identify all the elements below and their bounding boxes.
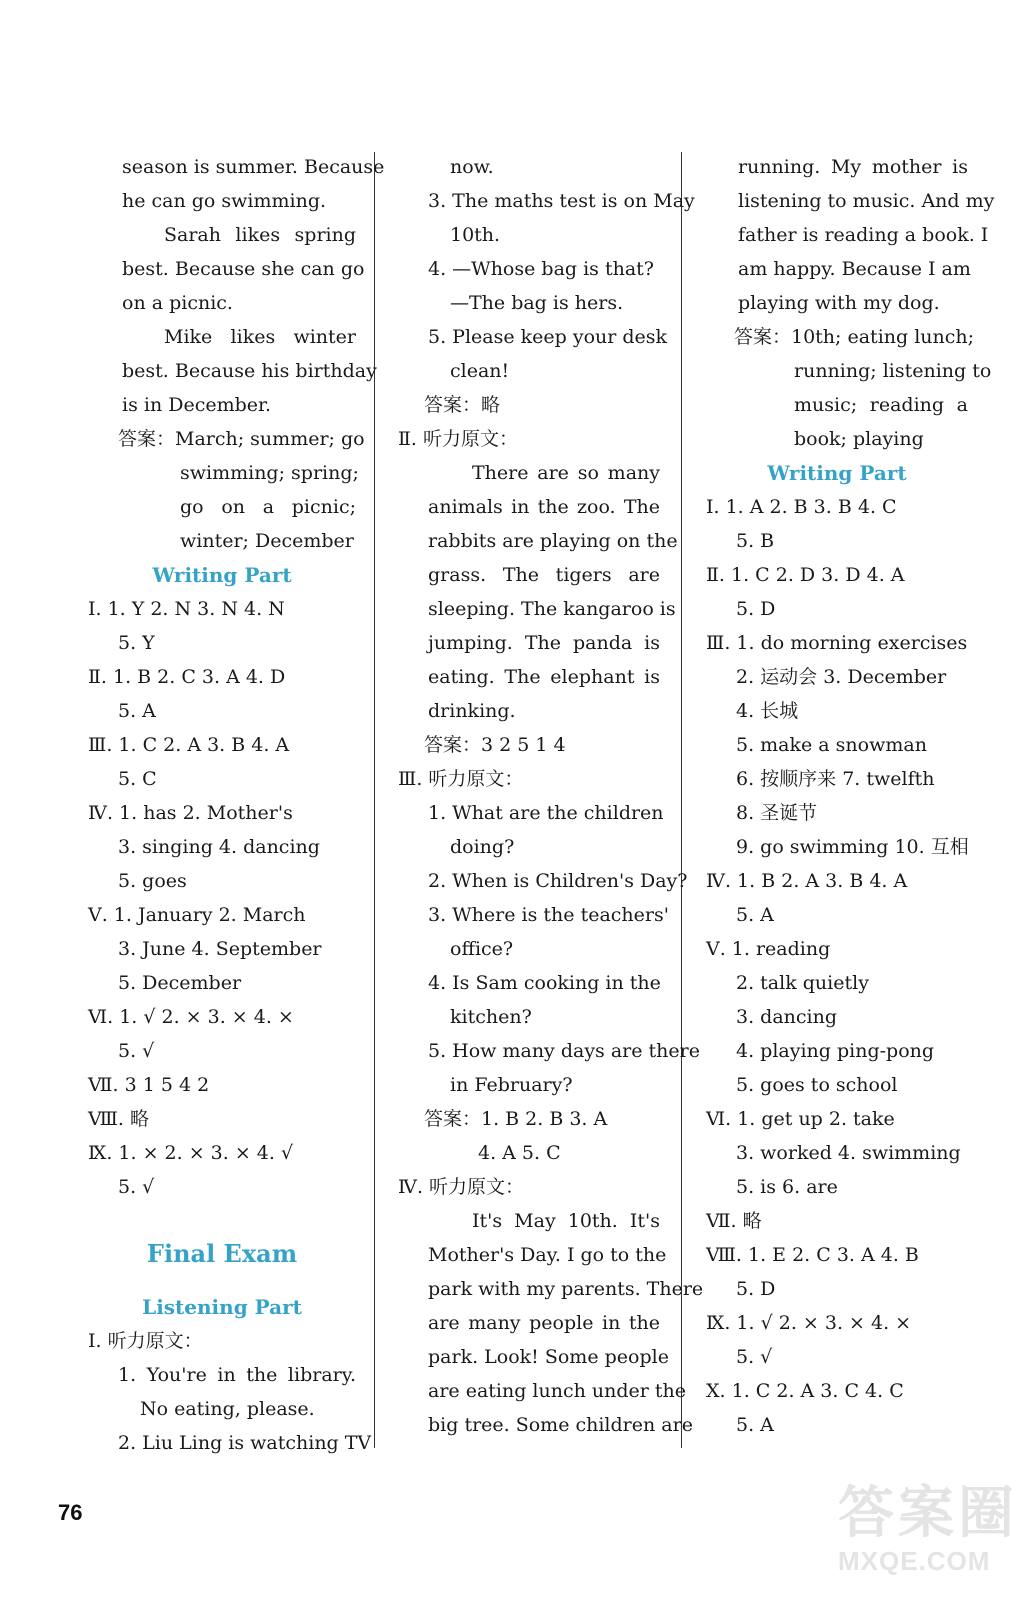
text-line: he can go swimming. — [122, 190, 327, 212]
text-line: best. Because his birthday — [122, 360, 377, 382]
text-line: music; reading a — [794, 394, 968, 416]
text-line: is in December. — [122, 394, 272, 416]
text-line: Ⅶ. 略 — [706, 1210, 762, 1232]
col1-writing — [88, 592, 356, 1204]
text-line: big tree. Some children are — [428, 1414, 693, 1436]
text-line: 3. June 4. September — [118, 938, 322, 960]
text-line: Ⅰ. 听力原文： — [88, 1330, 203, 1352]
text-line: Sarah likes spring — [164, 224, 356, 246]
text-line: grass. The tigers are — [428, 564, 660, 586]
text-line: 1. What are the children — [428, 802, 664, 824]
text-line: —The bag is hers. — [450, 292, 624, 314]
text-line: Ⅸ. 1. × 2. × 3. × 4. √ — [88, 1142, 294, 1164]
text-line: now. — [450, 156, 494, 178]
text-line: Ⅱ. 1. C 2. D 3. D 4. A — [706, 564, 905, 586]
text-line: kitchen? — [450, 1006, 532, 1028]
text-line: Mike likes winter — [164, 326, 356, 348]
text-line: Ⅰ. 1. A 2. B 3. B 4. C — [706, 496, 897, 518]
text-line: Ⅴ. 1. reading — [706, 938, 831, 960]
text-line: 3. The maths test is on May — [428, 190, 695, 212]
text-line: go on a picnic; — [180, 496, 356, 518]
text-line: 8. 圣诞节 — [736, 802, 818, 824]
text-line: 5. How many days are there — [428, 1040, 700, 1062]
text-line: Ⅳ. 1. B 2. A 3. B 4. A — [706, 870, 908, 892]
text-line: 5. √ — [736, 1346, 773, 1368]
text-line: Ⅸ. 1. √ 2. × 3. × 4. × — [706, 1312, 912, 1334]
text-line: eating. The elephant is — [428, 666, 660, 688]
text-line: 3. dancing — [736, 1006, 838, 1028]
text-line: listening to music. And my — [738, 190, 995, 212]
text-line: Ⅵ. 1. get up 2. take — [706, 1108, 895, 1130]
writing-part-heading: Writing Part — [152, 563, 292, 587]
text-line: park with my parents. There — [428, 1278, 704, 1300]
final-exam-heading: Final Exam — [146, 1239, 298, 1268]
text-line: Ⅳ. 听力原文： — [398, 1176, 525, 1198]
watermark-bottom: MXQE.COM — [838, 1546, 991, 1576]
col1-pre — [88, 150, 385, 558]
text-line: are eating lunch under the — [428, 1380, 687, 1402]
text-line: Ⅴ. 1. January 2. March — [88, 904, 306, 926]
text-line: 5. A — [118, 700, 156, 722]
text-line: 4. Is Sam cooking in the — [428, 972, 661, 994]
text-line: Ⅲ. 1. C 2. A 3. B 4. A — [88, 734, 290, 756]
text-line: swimming; spring; — [180, 462, 359, 484]
column-divider — [681, 152, 682, 1448]
text-line: clean! — [450, 360, 510, 382]
writing-part-heading: Writing Part — [767, 461, 907, 485]
text-line: No eating, please. — [140, 1398, 315, 1420]
text-line: book; playing — [794, 428, 924, 450]
text-line: Ⅲ. 听力原文： — [398, 768, 524, 790]
text-line: Ⅱ. 听力原文： — [398, 428, 518, 450]
text-line: animals in the zoo. The — [428, 496, 660, 518]
text-line: 5. December — [118, 972, 242, 994]
text-line: 5. make a snowman — [736, 734, 927, 756]
text-line: are many people in the — [428, 1312, 660, 1334]
text-line: 5. √ — [118, 1176, 155, 1198]
text-line: 2. When is Children's Day? — [428, 870, 688, 892]
text-line: 5. is 6. are — [736, 1176, 838, 1198]
text-line: 4. 长城 — [736, 700, 799, 722]
text-line: 2. talk quietly — [736, 972, 869, 994]
text-line: running. My mother is — [738, 156, 968, 178]
text-line: 答案：March; summer; go — [118, 428, 365, 450]
text-line: office? — [450, 938, 514, 960]
text-line: in February? — [450, 1074, 573, 1096]
column-1 — [88, 150, 385, 1460]
text-line: season is summer. Because — [122, 156, 385, 178]
text-line: am happy. Because I am — [738, 258, 971, 280]
text-line: playing with my dog. — [738, 292, 940, 314]
text-line: 答案：3 2 5 1 4 — [424, 734, 566, 756]
col3-pre — [706, 150, 995, 456]
text-line: 答案：略 — [424, 394, 501, 416]
text-line: 5. A — [736, 904, 774, 926]
text-line: Ⅶ. 3 1 5 4 2 — [88, 1074, 210, 1096]
text-line: Ⅵ. 1. √ 2. × 3. × 4. × — [88, 1006, 294, 1028]
text-line: Ⅹ. 1. C 2. A 3. C 4. C — [706, 1380, 904, 1402]
text-line: 5. Please keep your desk — [428, 326, 668, 348]
column-2 — [398, 150, 704, 1442]
text-line: winter; December — [180, 530, 354, 552]
text-line: 4. A 5. C — [478, 1142, 561, 1164]
text-line: 5. C — [118, 768, 157, 790]
text-line: 5. √ — [118, 1040, 155, 1062]
page-number: 76 — [58, 1500, 83, 1525]
text-line: 3. singing 4. dancing — [118, 836, 320, 858]
text-line: 5. Y — [118, 632, 155, 654]
text-line: 5. D — [736, 598, 776, 620]
text-line: 4. —Whose bag is that? — [428, 258, 654, 280]
text-line: 10th. — [450, 224, 501, 246]
text-line: 1. You're in the library. — [118, 1364, 356, 1386]
text-line: doing? — [450, 836, 515, 858]
text-line: 5. goes to school — [736, 1074, 898, 1096]
text-line: Ⅱ. 1. B 2. C 3. A 4. D — [88, 666, 286, 688]
text-line: best. Because she can go — [122, 258, 365, 280]
text-line: Mother's Day. I go to the — [428, 1244, 667, 1266]
text-line: jumping. The panda is — [428, 632, 660, 654]
column-3 — [706, 150, 995, 1442]
text-line: 6. 按顺序来 7. twelfth — [736, 768, 935, 790]
col1-listening — [88, 1324, 372, 1460]
col2-lines — [398, 150, 704, 1442]
col3-writing — [706, 490, 968, 1442]
text-line: 3. worked 4. swimming — [736, 1142, 961, 1164]
text-line: Ⅰ. 1. Y 2. N 3. N 4. N — [88, 598, 285, 620]
text-line: father is reading a book. I — [738, 224, 989, 246]
listening-part-heading: Listening Part — [142, 1295, 302, 1319]
text-line: 5. A — [736, 1414, 774, 1436]
text-line: 2. 运动会 3. December — [736, 666, 947, 688]
text-line: rabbits are playing on the — [428, 530, 678, 552]
text-line: sleeping. The kangaroo is — [428, 598, 676, 620]
text-line: 9. go swimming 10. 互相 — [736, 836, 969, 858]
column-divider — [374, 152, 375, 1448]
text-line: 4. playing ping-pong — [736, 1040, 935, 1062]
watermark-top: 答案圈 — [838, 1481, 1018, 1544]
text-line: 5. goes — [118, 870, 187, 892]
text-line: Ⅳ. 1. has 2. Mother's — [88, 802, 293, 824]
text-line: 3. Where is the teachers' — [428, 904, 669, 926]
text-line: 5. B — [736, 530, 775, 552]
text-line: 答案：1. B 2. B 3. A — [424, 1108, 608, 1130]
text-line: Ⅲ. 1. do morning exercises — [706, 632, 968, 654]
text-line: It's May 10th. It's — [472, 1210, 660, 1232]
text-line: There are so many — [472, 462, 660, 484]
text-line: 2. Liu Ling is watching TV — [118, 1432, 372, 1454]
text-line: Ⅷ. 略 — [88, 1108, 150, 1130]
text-line: 5. D — [736, 1278, 776, 1300]
watermark-logo — [838, 1480, 1018, 1590]
text-line: running; listening to — [794, 360, 992, 382]
text-line: Ⅷ. 1. E 2. C 3. A 4. B — [706, 1244, 919, 1266]
text-line: drinking. — [428, 700, 516, 722]
text-line: 答案：10th; eating lunch; — [734, 326, 975, 348]
text-line: park. Look! Some people — [428, 1346, 669, 1368]
text-line: on a picnic. — [122, 292, 233, 314]
